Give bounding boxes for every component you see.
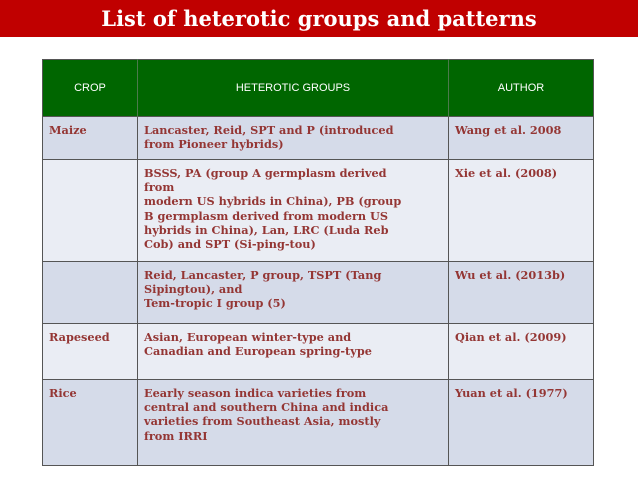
table-row [43,262,594,324]
author-cell: Qian et al. (2009) [449,324,594,380]
author-cell: Wang et al. 2008 [449,117,594,160]
crop-cell [43,160,138,262]
groups-cell [138,380,449,466]
author-cell: Xie et al. (2008) [449,160,594,262]
header-author: AUTHOR [497,82,545,94]
crop-cell: Rapeseed [43,324,138,380]
table-row [43,117,594,160]
groups-line: modern US hybrids in China), PB (group [144,194,402,209]
groups-line: Eearly season indica varieties from [144,386,367,400]
groups-line: central and southern China and indica [144,400,389,415]
table-row [43,380,594,466]
groups-line: Cob) and SPT (Si-ping-tou) [144,237,316,252]
groups-cell [138,324,449,380]
groups-line: from [144,180,175,195]
groups-cell [138,117,449,160]
groups-line: from IRRI [144,428,208,443]
heterotic-groups-table [42,59,594,466]
header-crop: CROP [43,60,138,117]
groups-cell [138,160,449,262]
table-row [43,160,594,262]
title-bar [0,0,638,37]
table-header-row [43,60,594,117]
groups-line: BSSS, PA (group A germplasm derived [144,166,387,180]
groups-line: Sipingtou), and [144,282,243,297]
groups-cell [138,262,449,324]
author-cell: Yuan et al. (1977) [449,380,594,466]
groups-line: Tem-tropic I group (5) [144,296,286,311]
table-row [43,324,594,380]
page-title: List of heterotic groups and patterns [101,6,537,31]
groups-line: hybrids in China), Lan, LRC (Luda Reb [144,222,389,237]
groups-line: Reid, Lancaster, P group, TSPT (Tang [144,268,382,282]
crop-cell: Rice [43,380,138,466]
groups-line: Lancaster, Reid, SPT and P (introduced [144,123,394,137]
groups-line: Canadian and European spring-type [144,344,372,359]
crop-cell [43,262,138,324]
groups-line: varieties from Southeast Asia, mostly [144,414,381,429]
groups-line: Asian, European winter-type and [144,330,352,344]
author-cell: Wu et al. (2013b) [449,262,594,324]
header-heterotic-groups: HETEROTIC GROUPS [138,60,449,117]
crop-cell: Maize [43,117,138,160]
groups-line: from Pioneer hybrids) [144,137,284,152]
groups-line: B germplasm derived from modern US [144,208,389,223]
